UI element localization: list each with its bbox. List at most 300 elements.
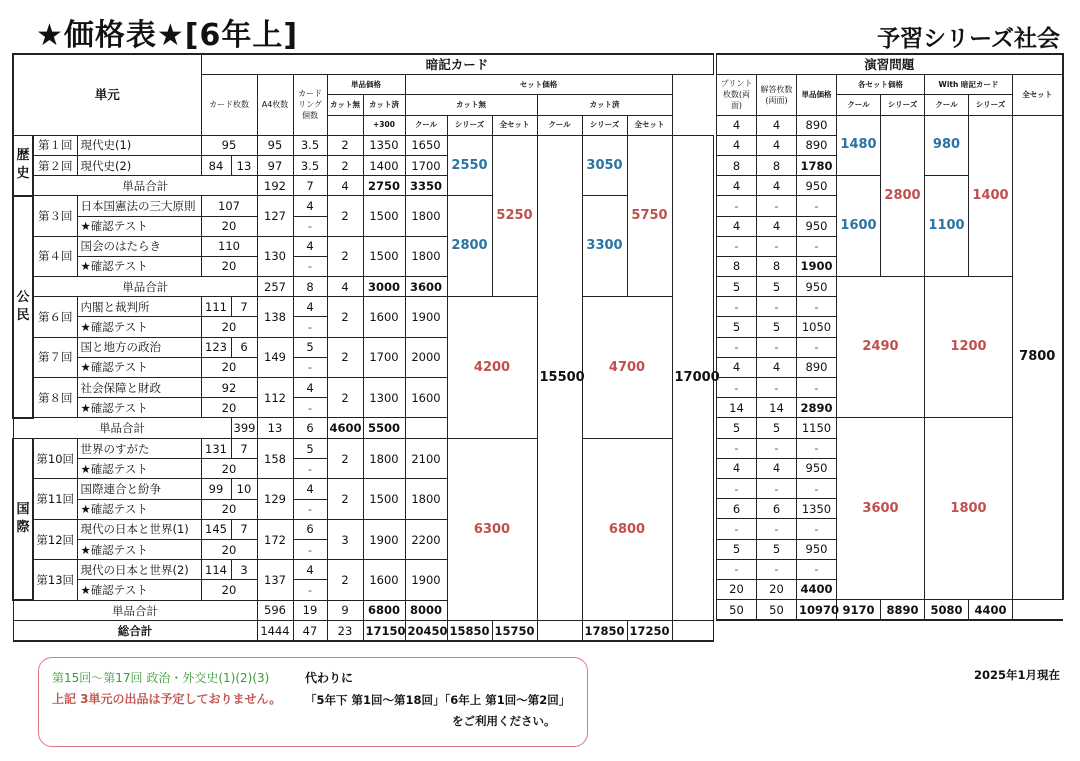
table-cell: 4 <box>293 196 327 216</box>
table-cell: 2200 <box>405 519 447 559</box>
table-cell: 13 <box>257 418 293 439</box>
set-price: 2550 <box>447 135 492 196</box>
table-cell: - <box>797 196 837 216</box>
table-cell: 9 <box>327 600 363 621</box>
table-cell: 1900 <box>797 256 837 276</box>
table-cell: 1300 <box>363 378 405 418</box>
full-set-header: 全セット <box>627 115 672 135</box>
table-cell: 6 <box>231 337 257 357</box>
table-cell: 138 <box>257 297 293 337</box>
table-cell: 4400 <box>797 579 837 599</box>
table-cell: 95 <box>201 135 257 155</box>
table-cell: 1500 <box>363 196 405 236</box>
notice-line-5: をご利用ください。 <box>452 714 556 728</box>
table-cell: 国際連合と紛争 <box>77 479 201 499</box>
unit-header: 単元 <box>13 54 201 135</box>
table-cell: 4 <box>327 176 363 196</box>
set-price: 2800 <box>447 196 492 297</box>
table-cell: 2 <box>327 560 363 600</box>
series-header: シリーズ <box>582 115 627 135</box>
table-cell: 950 <box>797 216 837 236</box>
table-cell: 5 <box>717 418 757 438</box>
table-cell: - <box>797 236 837 256</box>
table-cell: - <box>293 256 327 276</box>
set-price: 5750 <box>627 135 672 297</box>
table-cell: 1050 <box>797 317 837 337</box>
table-cell: 2 <box>327 135 363 155</box>
series-name: 予習シリーズ社会 <box>877 26 1060 52</box>
table-row <box>13 439 713 459</box>
table-cell: - <box>797 478 837 498</box>
table-cell: 8890 <box>881 600 925 621</box>
table-cell: 127 <box>257 196 293 236</box>
table-cell: 第３回 <box>33 196 77 236</box>
table-cell: 20 <box>757 579 797 599</box>
table-cell: - <box>293 540 327 560</box>
table-cell: 第10回 <box>33 439 77 479</box>
table-cell: 第11回 <box>33 479 77 519</box>
table-cell: 47 <box>293 621 327 642</box>
set-price: 980 <box>925 115 969 176</box>
table-cell: - <box>293 357 327 377</box>
table-cell: 131 <box>201 439 231 459</box>
table-cell: 92 <box>201 378 257 398</box>
table-cell: 6 <box>717 499 757 519</box>
table-cell: 4 <box>293 479 327 499</box>
table-cell: 8 <box>717 256 757 276</box>
table-cell: 現代の日本と世界(2) <box>77 560 201 580</box>
table-cell: 4 <box>717 216 757 236</box>
table-cell: 20 <box>201 499 257 519</box>
table-cell: 社会保障と財政 <box>77 378 201 398</box>
table-cell: 5500 <box>363 418 405 439</box>
table-cell: 2 <box>327 155 363 175</box>
table-cell <box>672 621 713 642</box>
table-cell: 7 <box>231 297 257 317</box>
table-cell: 5 <box>717 277 757 297</box>
table-cell: 1700 <box>363 337 405 377</box>
table-cell: 1780 <box>797 155 837 175</box>
table-cell: 4 <box>717 176 757 196</box>
table-cell: 14 <box>717 398 757 418</box>
table-cell <box>327 115 363 135</box>
table-cell: 107 <box>201 196 257 216</box>
table-cell: - <box>293 580 327 600</box>
table-cell: 950 <box>797 176 837 196</box>
table-cell: 5 <box>293 439 327 459</box>
table-cell: 単品合計 <box>33 277 257 297</box>
table-cell: 現代史(1) <box>77 135 201 155</box>
table-cell: 1700 <box>405 155 447 175</box>
table-cell: ★確認テスト <box>77 499 201 519</box>
table-cell: 1800 <box>405 479 447 519</box>
table-cell: 890 <box>797 115 837 135</box>
table-cell: - <box>293 216 327 236</box>
table-cell: ★確認テスト <box>77 256 201 276</box>
page-title: ★価格表★[6年上] <box>36 18 299 53</box>
table-cell: ★確認テスト <box>77 540 201 560</box>
table-cell: 17150 <box>363 621 405 642</box>
table-row <box>13 54 713 75</box>
table-cell: 8 <box>717 155 757 175</box>
table-cell: 1444 <box>257 621 293 642</box>
table-cell: 1600 <box>363 297 405 337</box>
table-cell: 1500 <box>363 236 405 276</box>
section-history: 歴史 <box>13 135 33 196</box>
table-cell: 1650 <box>405 135 447 155</box>
table-row <box>13 297 713 317</box>
table-cell: 890 <box>797 135 837 155</box>
set-cut-none-header: カット無 <box>405 95 537 115</box>
card-count-header: カード枚数 <box>201 75 257 136</box>
table-cell: 第13回 <box>33 560 77 600</box>
ring-header: カードリング個数 <box>293 75 327 136</box>
table-cell: 現代の日本と世界(1) <box>77 519 201 539</box>
table-cell: 5 <box>757 317 797 337</box>
table-cell: - <box>757 559 797 579</box>
section-civics: 公民 <box>13 196 33 418</box>
table-cell: 2 <box>327 479 363 519</box>
table-cell: 50 <box>757 600 797 621</box>
table-cell: 112 <box>257 378 293 418</box>
table-cell: 1500 <box>363 479 405 519</box>
table-cell: 1350 <box>797 499 837 519</box>
date-stamp: 2025年1月現在 <box>973 668 1060 682</box>
table-cell: 2000 <box>405 337 447 377</box>
table-cell: 4 <box>717 357 757 377</box>
table-cell: 20 <box>201 459 257 479</box>
table-cell: 1800 <box>405 196 447 236</box>
table-cell: 5080 <box>925 600 969 621</box>
set-cut-done-header: カット済 <box>537 95 672 115</box>
table-cell: - <box>717 478 757 498</box>
drill-header: 演習問題 <box>717 54 1063 75</box>
table-cell: - <box>757 519 797 539</box>
table-cell: 4 <box>757 216 797 236</box>
table-cell: 第８回 <box>33 378 77 418</box>
grand-total-row <box>717 600 1063 621</box>
table-cell: 20 <box>201 317 257 337</box>
table-cell: - <box>717 337 757 357</box>
table-cell: 20 <box>717 579 757 599</box>
set-price: 6800 <box>582 439 672 621</box>
single-price-header: 単品価格 <box>797 75 837 115</box>
table-cell: 8 <box>757 256 797 276</box>
notice-line-1: 第15回～第17回 政治・外交史(1)(2)(3) <box>52 671 270 685</box>
table-cell: 単品合計 <box>33 176 257 196</box>
table-cell: 4 <box>293 236 327 256</box>
table-cell: ★確認テスト <box>77 580 201 600</box>
table-cell: - <box>717 236 757 256</box>
set-price: 1600 <box>837 176 881 277</box>
table-cell: 20 <box>201 398 257 418</box>
table-cell: - <box>293 398 327 418</box>
table-cell: 145 <box>201 519 231 539</box>
table-cell: - <box>293 459 327 479</box>
series-header: シリーズ <box>447 115 492 135</box>
table-cell: 192 <box>257 176 293 196</box>
table-cell: 5 <box>757 539 797 559</box>
table-cell: 4 <box>757 176 797 196</box>
table-cell: - <box>797 559 837 579</box>
table-cell: ★確認テスト <box>77 216 201 236</box>
table-cell: 17250 <box>627 621 672 642</box>
table-cell: - <box>717 196 757 216</box>
plus300-header: +300 <box>363 115 405 135</box>
table-cell: - <box>717 559 757 579</box>
all-set-header: 全セット <box>1013 75 1063 115</box>
table-cell: 第12回 <box>33 519 77 559</box>
table-cell: 5 <box>717 539 757 559</box>
table-cell: 3350 <box>405 176 447 196</box>
table-row <box>717 115 1063 135</box>
table-cell: 第４回 <box>33 236 77 276</box>
table-cell: - <box>293 317 327 337</box>
table-cell: 1900 <box>405 560 447 600</box>
table-cell: ★確認テスト <box>77 398 201 418</box>
table-row <box>13 196 713 216</box>
table-cell: 13 <box>231 155 257 175</box>
table-cell: 7 <box>293 176 327 196</box>
table-cell: 6800 <box>363 600 405 621</box>
table-cell: 14 <box>757 398 797 418</box>
table-cell: - <box>757 478 797 498</box>
table-cell: 4400 <box>969 600 1013 621</box>
table-cell: - <box>797 297 837 317</box>
set-price: 3600 <box>837 418 925 600</box>
table-cell: 1900 <box>363 519 405 559</box>
table-cell: 950 <box>797 277 837 297</box>
anki-card-header: 暗記カード <box>201 54 713 75</box>
cool-header: クール <box>837 95 881 115</box>
table-cell: 2 <box>327 236 363 276</box>
table-cell: 2 <box>327 337 363 377</box>
table-cell: 第６回 <box>33 297 77 337</box>
table-cell: - <box>717 378 757 398</box>
series-header: シリーズ <box>969 95 1013 115</box>
table-cell: 4 <box>757 357 797 377</box>
table-cell: 123 <box>201 337 231 357</box>
table-cell: 950 <box>797 458 837 478</box>
table-cell: 2 <box>327 439 363 479</box>
table-cell: 総合計 <box>13 621 257 642</box>
table-cell: 第１回 <box>33 135 77 155</box>
table-cell: 149 <box>257 337 293 377</box>
table-cell: 3.5 <box>293 135 327 155</box>
table-cell: 15850 <box>447 621 492 642</box>
table-cell: 4600 <box>327 418 363 439</box>
table-cell: 3 <box>231 560 257 580</box>
section-intl: 国際 <box>13 439 33 601</box>
table-cell: 19 <box>293 600 327 621</box>
full-set-price: 17000 <box>672 135 713 621</box>
unit-price-header: 単品価格 <box>327 75 405 95</box>
table-cell: 5 <box>757 418 797 438</box>
table-cell: 8 <box>293 277 327 297</box>
table-cell: 6 <box>293 519 327 539</box>
table-cell: 5 <box>757 277 797 297</box>
table-cell: 第７回 <box>33 337 77 377</box>
table-cell: 1900 <box>405 297 447 337</box>
table-cell: - <box>797 519 837 539</box>
table-cell: 1350 <box>363 135 405 155</box>
answer-pages-header: 解答枚数(両面) <box>757 75 797 115</box>
table-cell: 単品合計 <box>13 418 231 439</box>
table-cell: 3.5 <box>293 155 327 175</box>
table-cell: 国会のはたらき <box>77 236 201 256</box>
print-pages-header: プリント枚数(両面) <box>717 75 757 115</box>
table-cell: 137 <box>257 560 293 600</box>
table-cell: - <box>797 378 837 398</box>
table-cell: 4 <box>717 135 757 155</box>
table-cell: 15750 <box>492 621 537 642</box>
table-cell: 3000 <box>363 277 405 297</box>
set-price: 2490 <box>837 277 925 418</box>
full-set-price: 15500 <box>537 135 582 621</box>
cool-header: クール <box>537 115 582 135</box>
notice-line-4: 「5年下 第1回～第18回」「6年上 第1回～第2回」 <box>305 693 571 707</box>
table-cell: 130 <box>257 236 293 276</box>
set-price: 2800 <box>881 115 925 277</box>
table-cell <box>1013 600 1063 621</box>
drill-price-table <box>716 53 1064 621</box>
set-price: 6300 <box>447 439 537 621</box>
table-cell: - <box>717 297 757 317</box>
table-cell: 129 <box>257 479 293 519</box>
table-cell: 4 <box>757 458 797 478</box>
table-cell: 95 <box>257 135 293 155</box>
table-cell: 1400 <box>363 155 405 175</box>
table-row <box>717 54 1063 75</box>
anki-card-price-table <box>12 53 720 642</box>
series-header: シリーズ <box>881 95 925 115</box>
table-cell: 172 <box>257 519 293 559</box>
with-anki-header: With 暗記カード <box>925 75 1013 95</box>
table-cell: ★確認テスト <box>77 317 201 337</box>
table-cell: 596 <box>257 600 293 621</box>
table-cell: 2100 <box>405 439 447 479</box>
table-cell: 1800 <box>405 236 447 276</box>
table-cell: 114 <box>201 560 231 580</box>
cut-done-header: カット済 <box>363 95 405 115</box>
table-cell: 4 <box>757 135 797 155</box>
table-cell: 2 <box>327 378 363 418</box>
cool-header: クール <box>925 95 969 115</box>
table-row <box>717 277 1063 297</box>
table-cell: 20 <box>201 256 257 276</box>
table-cell: 950 <box>797 539 837 559</box>
table-cell: - <box>717 519 757 539</box>
table-cell: 内閣と裁判所 <box>77 297 201 317</box>
set-price: 1200 <box>925 277 1013 418</box>
table-cell: 99 <box>201 479 231 499</box>
table-cell: 20 <box>201 540 257 560</box>
table-cell: - <box>797 337 837 357</box>
table-cell: 1150 <box>797 418 837 438</box>
table-cell: 3 <box>327 519 363 559</box>
table-cell: - <box>757 196 797 216</box>
table-cell: 9170 <box>837 600 881 621</box>
table-cell: 10970 <box>797 600 837 621</box>
table-cell: 50 <box>717 600 757 621</box>
table-cell: 23 <box>327 621 363 642</box>
table-cell: 1600 <box>405 378 447 418</box>
table-cell: 84 <box>201 155 231 175</box>
table-cell: 日本国憲法の三大原則 <box>77 196 201 216</box>
table-cell: 4 <box>293 560 327 580</box>
table-cell: - <box>757 337 797 357</box>
set-price: 3300 <box>582 196 627 297</box>
table-cell: 20 <box>201 357 257 377</box>
table-cell: 20 <box>201 216 257 236</box>
table-cell: 4 <box>327 277 363 297</box>
set-price: 4200 <box>447 297 537 439</box>
each-set-header: 各セット価格 <box>837 75 925 95</box>
table-cell: - <box>293 499 327 519</box>
table-cell: 世界のすがた <box>77 439 201 459</box>
table-cell: 5 <box>717 317 757 337</box>
table-row <box>717 75 1063 95</box>
table-cell: 4 <box>293 297 327 317</box>
table-cell: - <box>757 438 797 458</box>
table-cell: 17850 <box>582 621 627 642</box>
table-cell: 4 <box>757 115 797 135</box>
table-cell: 8 <box>757 155 797 175</box>
table-row <box>717 418 1063 438</box>
table-cell: 20450 <box>405 621 447 642</box>
table-cell <box>537 621 582 642</box>
set-price: 1800 <box>925 418 1013 600</box>
table-cell: 2 <box>327 196 363 236</box>
table-cell: 4 <box>717 115 757 135</box>
set-price: 5250 <box>492 135 537 297</box>
table-cell: - <box>717 438 757 458</box>
table-cell: 4 <box>717 458 757 478</box>
set-price: 1100 <box>925 176 969 277</box>
table-cell: 111 <box>201 297 231 317</box>
table-cell: 110 <box>201 236 257 256</box>
table-cell: 1800 <box>363 439 405 479</box>
full-set-header: 全セット <box>492 115 537 135</box>
table-cell: 6 <box>293 418 327 439</box>
table-cell: 6 <box>757 499 797 519</box>
table-cell: 20 <box>201 580 257 600</box>
table-cell: 97 <box>257 155 293 175</box>
a4-header: A4枚数 <box>257 75 293 136</box>
table-cell: 890 <box>797 357 837 377</box>
table-cell: - <box>797 438 837 458</box>
table-cell: - <box>757 297 797 317</box>
grand-total-row <box>13 621 713 642</box>
notice-line-3: 代わりに <box>305 671 354 685</box>
notice-line-2: 上記 3単元の出品は予定しておりません。 <box>52 692 282 706</box>
table-row <box>13 135 713 155</box>
table-cell: 399 <box>231 418 257 439</box>
table-cell: 2890 <box>797 398 837 418</box>
table-cell: 8000 <box>405 600 447 621</box>
table-cell: ★確認テスト <box>77 459 201 479</box>
table-cell: 国と地方の政治 <box>77 337 201 357</box>
set-price: 1480 <box>837 115 881 176</box>
cool-header: クール <box>405 115 447 135</box>
table-cell: 単品合計 <box>13 600 257 621</box>
set-price: 4700 <box>582 297 672 439</box>
all-set-price: 7800 <box>1013 115 1063 600</box>
table-cell: 2 <box>327 297 363 337</box>
table-cell: ★確認テスト <box>77 357 201 377</box>
table-cell: 257 <box>257 277 293 297</box>
table-cell: 第２回 <box>33 155 77 175</box>
